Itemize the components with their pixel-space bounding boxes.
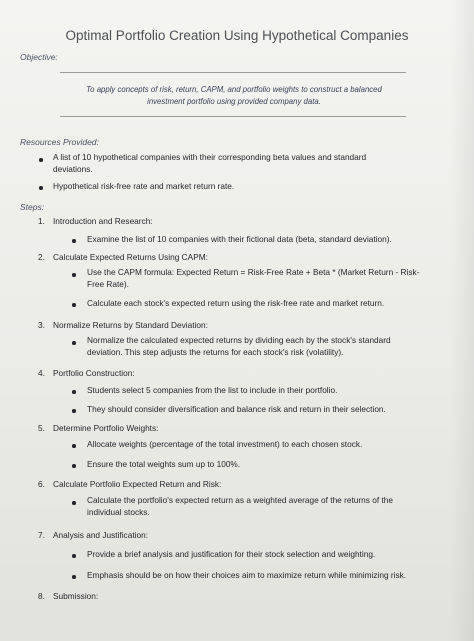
step-3-item-1-line-2: deviation. This step adjusts the returns for each stock's risk (volatility).: [87, 347, 344, 357]
page-shadow: [450, 0, 474, 641]
step-5-number: 5.: [38, 423, 45, 433]
step-2-item-1: [87, 266, 457, 290]
step-7-item-1: Provide a brief analysis and justification for their stock selection and weighting.: [87, 549, 376, 559]
step-3-bullet-1: [72, 341, 76, 345]
step-4-item-2: They should consider diversification and balance risk and return in their selection.: [87, 404, 386, 414]
step-1-title: Introduction and Research:: [53, 216, 153, 226]
step-4-title: Portfolio Construction:: [53, 368, 135, 378]
step-8-number: 8.: [38, 591, 45, 601]
step-7-title: Analysis and Justification:: [53, 530, 149, 540]
resource-item-1-line-1: A list of 10 hypothetical companies with their corresponding beta values and standard: [53, 152, 367, 162]
step-3-title: Normalize Returns by Standard Deviation:: [53, 320, 208, 330]
step-4-number: 4.: [38, 368, 45, 378]
step-2-item-1-line-1: Use the CAPM formula: Expected Return = Risk-Free Rate + Beta * (Market Return - Risk-: [87, 267, 420, 277]
objective-text-line-2: investment portfolio using provided company data.: [147, 97, 321, 106]
step-4-bullet-1: [72, 390, 76, 394]
step-5-bullet-2: [72, 464, 76, 468]
steps-label: Steps:: [20, 202, 45, 212]
step-4-bullet-2: [72, 409, 76, 413]
step-6-item-1-line-2: individual stocks.: [87, 507, 150, 517]
objective-text: [58, 84, 410, 108]
resources-label: Resources Provided:: [20, 137, 99, 147]
step-5-item-1: Allocate weights (percentage of the total investment) to each chosen stock.: [87, 439, 363, 449]
step-6-item-1-line-1: Calculate the portfolio's expected return as a weighted average of the returns of the: [87, 495, 393, 505]
step-3-item-1-line-1: Normalize the calculated expected returns by dividing each by the stock's standard: [87, 335, 391, 345]
objective-bottom-rule: [60, 116, 406, 117]
step-5-bullet-1: [72, 444, 76, 448]
step-2-title: Calculate Expected Returns Using CAPM:: [53, 252, 208, 262]
step-1-bullet-1: [72, 239, 76, 243]
objective-text-line-1: To apply concepts of risk, return, CAPM, and portfolio weights to construct a balanced: [86, 85, 382, 94]
step-7-item-2: Emphasis should be on how their choices aim to maximize return while minimizing risk.: [87, 570, 407, 580]
step-2-number: 2.: [38, 252, 45, 262]
resource-bullet-2: [39, 186, 43, 190]
step-1-number: 1.: [38, 216, 45, 226]
step-3-item-1: [87, 334, 457, 358]
step-8-title: Submission:: [53, 591, 99, 601]
step-3-number: 3.: [38, 320, 45, 330]
step-2-item-2: Calculate each stock's expected return using the risk-free rate and market return.: [87, 298, 385, 308]
step-6-title: Calculate Portfolio Expected Return and Risk:: [53, 479, 222, 489]
step-2-item-1-line-2: Free Rate).: [87, 279, 129, 289]
step-6-bullet-1: [72, 501, 76, 505]
objective-top-rule: [60, 72, 406, 73]
resource-item-2: Hypothetical risk-free rate and market return rate.: [53, 181, 235, 191]
resource-item-1-line-2: deviations.: [53, 164, 93, 174]
step-6-number: 6.: [38, 479, 45, 489]
step-6-item-1: [87, 494, 457, 518]
step-1-item-1: Examine the list of 10 companies with their fictional data (beta, standard deviation).: [87, 234, 392, 244]
step-7-number: 7.: [38, 530, 45, 540]
step-5-item-2: Ensure the total weights sum up to 100%.: [87, 459, 241, 469]
step-7-bullet-1: [72, 554, 76, 558]
step-2-bullet-1: [72, 273, 76, 277]
step-7-bullet-2: [72, 575, 76, 579]
step-4-item-1: Students select 5 companies from the list to include in their portfolio.: [87, 385, 338, 395]
resource-item-1: [53, 151, 413, 175]
step-5-title: Determine Portfolio Weights:: [53, 423, 159, 433]
page-title: Optimal Portfolio Creation Using Hypothetical Companies: [65, 28, 409, 43]
objective-label: Objective:: [20, 52, 58, 62]
resource-bullet-1: [39, 158, 43, 162]
step-2-bullet-2: [72, 303, 76, 307]
